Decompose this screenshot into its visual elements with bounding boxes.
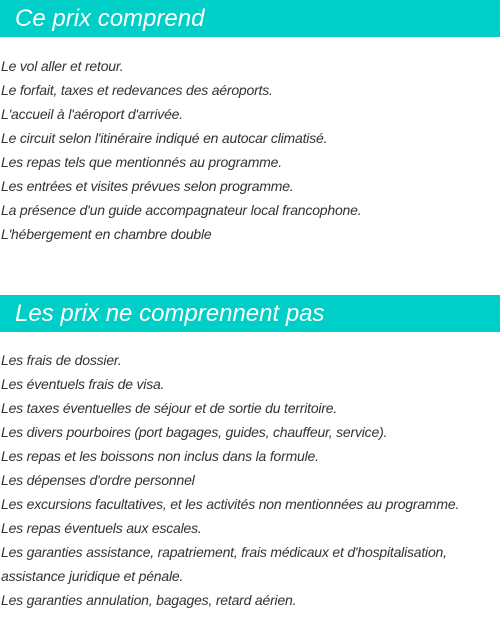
list-item: Les repas éventuels aux escales. xyxy=(1,520,202,536)
list-item: Les éventuels frais de visa. xyxy=(1,376,165,392)
list-item: Les entrées et visites prévues selon programme. xyxy=(1,178,294,194)
list-item: Les taxes éventuelles de séjour et de sortie du territoire. xyxy=(1,400,338,416)
list-item: L'hébergement en chambre double xyxy=(1,226,212,242)
list-item: Les garanties assistance, rapatriement, frais médicaux et d'hospitalisation, xyxy=(1,544,447,560)
list-item: Les dépenses d'ordre personnel xyxy=(1,472,195,488)
list-item: Le vol aller et retour. xyxy=(1,58,124,74)
list-item: Les garanties annulation, bagages, retard aérien. xyxy=(1,592,297,608)
list-item: Le circuit selon l'itinéraire indiqué en autocar climatisé. xyxy=(1,130,328,146)
list-item: Les repas tels que mentionnés au programme. xyxy=(1,154,282,170)
included-section-title: Ce prix comprend xyxy=(0,0,500,37)
list-item: Le forfait, taxes et redevances des aéroports. xyxy=(1,82,273,98)
excluded-list xyxy=(0,348,500,612)
list-item: L'accueil à l'aéroport d'arrivée. xyxy=(1,106,183,122)
list-item: assistance juridique et pénale. xyxy=(1,568,184,584)
excluded-section-title: Les prix ne comprennent pas xyxy=(0,295,500,332)
list-item: La présence d'un guide accompagnateur local francophone. xyxy=(1,202,362,218)
included-list xyxy=(0,54,500,246)
list-item: Les repas et les boissons non inclus dans la formule. xyxy=(1,448,319,464)
list-item: Les frais de dossier. xyxy=(1,352,122,368)
list-item: Les excursions facultatives, et les activités non mentionnées au programme. xyxy=(1,496,460,512)
list-item: Les divers pourboires (port bagages, guides, chauffeur, service). xyxy=(1,424,388,440)
